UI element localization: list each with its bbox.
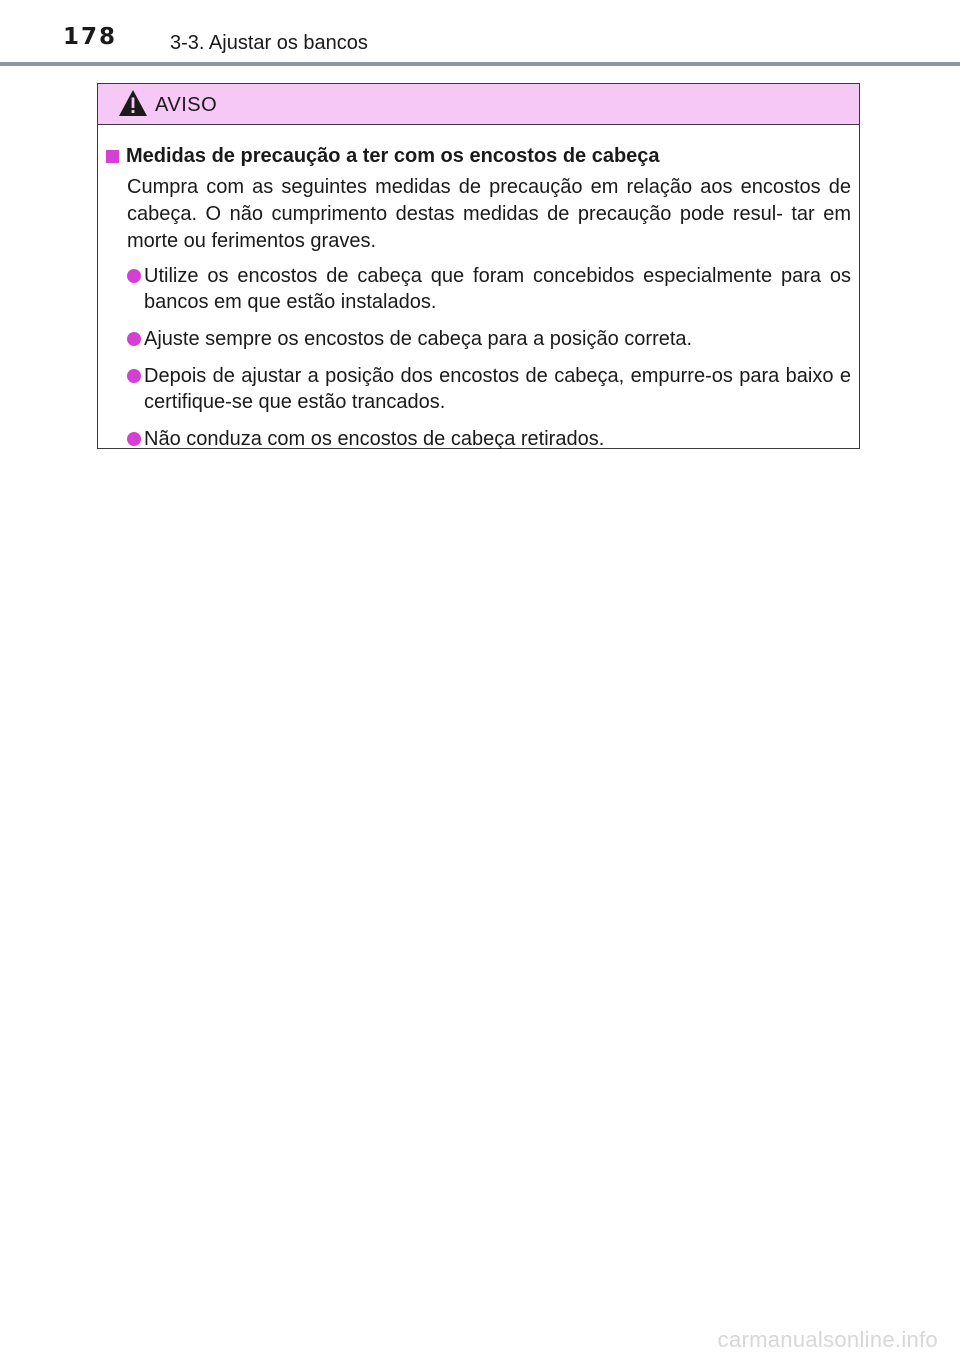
warning-triangle-icon <box>118 89 148 117</box>
header-divider <box>0 62 960 66</box>
intro-paragraph: Cumpra com as seguintes medidas de precaução em relação aos encostos de cabeça. O não cumprimento destas medidas de precaução pode resul- tar em morte ou ferimentos graves. <box>127 176 851 252</box>
round-bullet-icon <box>127 332 141 346</box>
watermark: carmanualsonline.info <box>717 1327 938 1352</box>
page-header <box>0 0 960 66</box>
warning-box <box>97 83 860 449</box>
warning-label: AVISO <box>155 94 218 116</box>
list-item <box>106 326 851 352</box>
list-item <box>106 263 851 315</box>
round-bullet-icon <box>127 369 141 383</box>
list-item <box>106 363 851 415</box>
subsection-heading <box>106 143 851 169</box>
list-item-text: Utilize os encostos de cabeça que foram concebidos especialmente para os bancos em que estão instalados. <box>144 265 851 313</box>
square-bullet-icon <box>106 150 119 163</box>
warning-header <box>98 84 859 125</box>
precaution-list <box>106 263 851 452</box>
list-item-text: Depois de ajustar a posição dos encostos de cabeça, empurre-os para baixo e certifique-se que estão trancados. <box>144 365 851 413</box>
page-number: 178 <box>63 24 118 50</box>
list-item-text: Não conduza com os encostos de cabeça retirados. <box>144 428 605 450</box>
warning-body <box>98 125 859 452</box>
list-item-text: Ajuste sempre os encostos de cabeça para a posição correta. <box>144 328 693 350</box>
list-item <box>106 426 851 452</box>
round-bullet-icon <box>127 269 141 283</box>
subsection-heading-text: Medidas de precaução a ter com os encostos de cabeça <box>126 145 660 167</box>
round-bullet-icon <box>127 432 141 446</box>
section-title: 3-3. Ajustar os bancos <box>170 32 368 54</box>
